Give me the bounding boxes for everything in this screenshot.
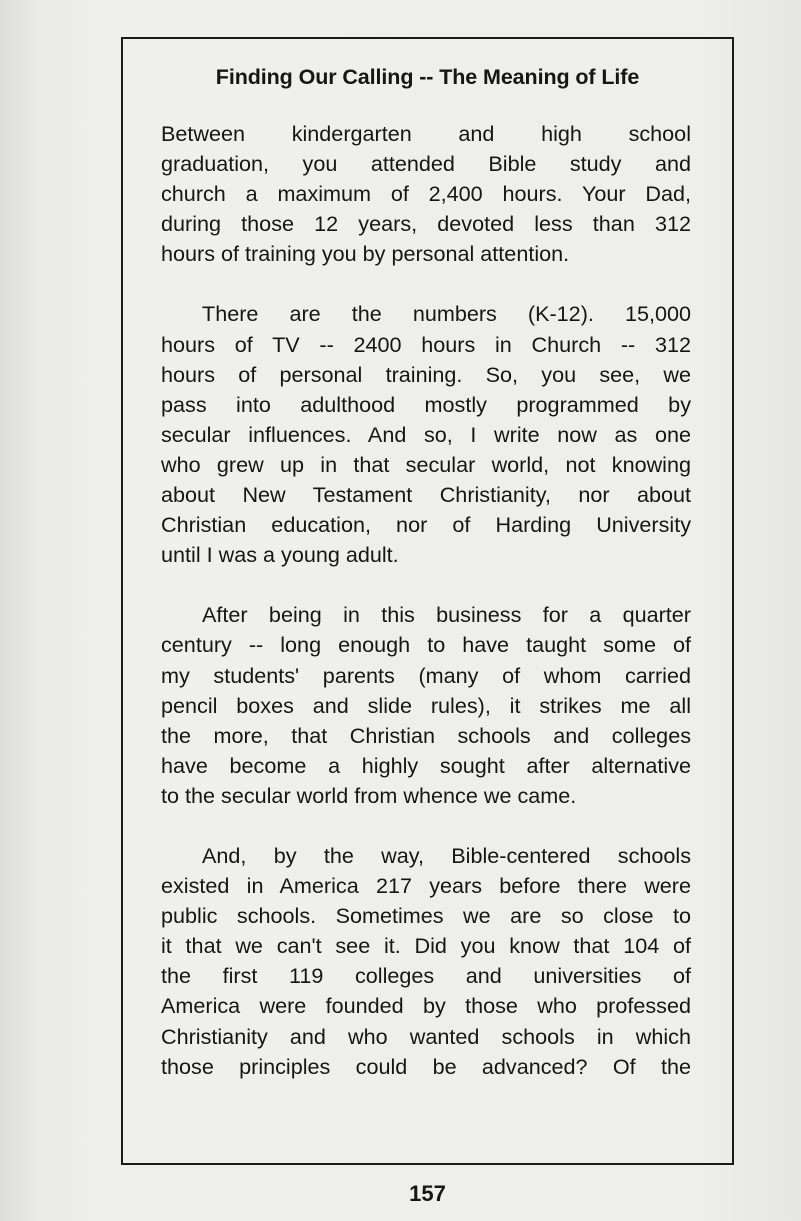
text-line: graduation, you attended Bible study and bbox=[161, 151, 691, 177]
text-line: After being in this business for a quarter bbox=[202, 602, 691, 628]
text-line: who grew up in that secular world, not knowing bbox=[161, 451, 691, 477]
text-line: century -- long enough to have taught some of bbox=[161, 632, 691, 658]
text-line: hours of TV -- 2400 hours in Church -- 312 bbox=[161, 331, 691, 357]
text-line: pencil boxes and slide rules), it strikes me all bbox=[161, 692, 691, 718]
text-line: it that we can't see it. Did you know that 104 of bbox=[161, 933, 691, 959]
page-title: Finding Our Calling -- The Meaning of Life bbox=[215, 65, 640, 89]
text-line: church a maximum of 2,400 hours. Your Dad, bbox=[161, 181, 691, 207]
text-line: America were founded by those who professed bbox=[161, 993, 691, 1019]
text-line: the more, that Christian schools and colleges bbox=[161, 722, 691, 748]
text-line: until I was a young adult. bbox=[161, 542, 399, 568]
text-line: the first 119 colleges and universities of bbox=[161, 963, 691, 989]
text-line: my students' parents (many of whom carried bbox=[161, 662, 691, 688]
text-line: And, by the way, Bible-centered schools bbox=[202, 842, 691, 868]
text-line: Christianity and who wanted schools in which bbox=[161, 1023, 691, 1049]
text-line: have become a highly sought after alternative bbox=[161, 752, 691, 778]
text-line: There are the numbers (K-12). 15,000 bbox=[202, 301, 691, 327]
text-line: Between kindergarten and high school bbox=[161, 121, 691, 146]
text-line: secular influences. And so, I write now as one bbox=[161, 421, 691, 447]
text-line: public schools. Sometimes we are so close to bbox=[161, 903, 691, 929]
text-line: hours of training you by personal attention. bbox=[161, 241, 570, 267]
text-line: to the secular world from whence we came. bbox=[161, 782, 577, 808]
text-line: existed in America 217 years before there were bbox=[161, 873, 691, 899]
text-line: during those 12 years, devoted less than 312 bbox=[161, 211, 691, 237]
page-number: 157 bbox=[409, 1181, 446, 1206]
text-line: hours of personal training. So, you see, we bbox=[161, 361, 691, 387]
text-line: about New Testament Christianity, nor about bbox=[161, 482, 691, 508]
text-line: pass into adulthood mostly programmed by bbox=[161, 391, 691, 417]
paragraph-2 bbox=[161, 299, 691, 570]
text-line: those principles could be advanced? Of the bbox=[161, 1053, 691, 1079]
paragraph-4 bbox=[161, 841, 691, 1082]
paragraph-3 bbox=[161, 600, 691, 811]
text-line: Christian education, nor of Harding University bbox=[161, 512, 691, 538]
paragraph-1 bbox=[161, 119, 691, 269]
body-text bbox=[161, 119, 691, 1112]
